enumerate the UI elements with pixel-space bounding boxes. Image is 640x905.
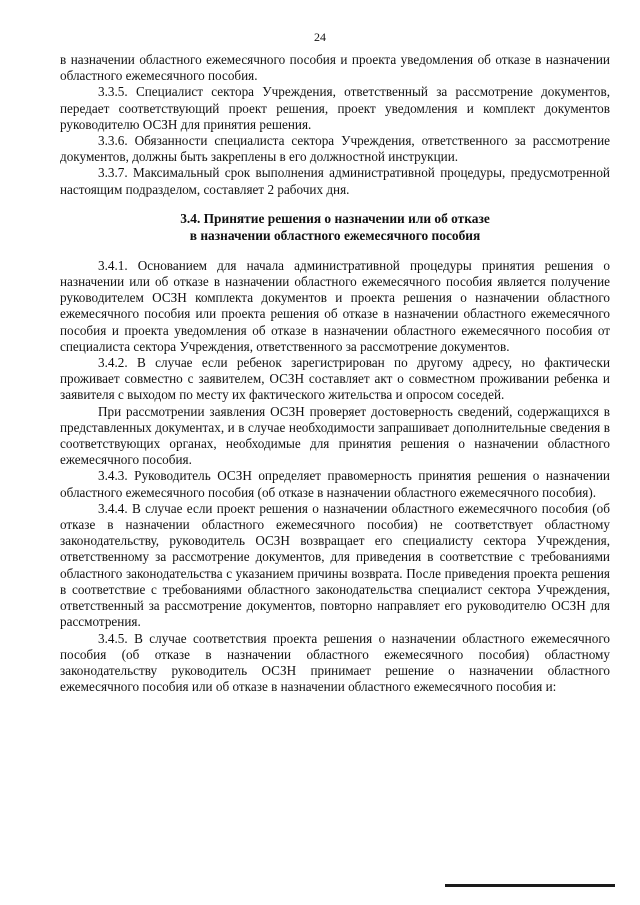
document-body xyxy=(60,52,610,695)
section-heading-3-4 xyxy=(60,210,610,244)
paragraph-3-4-1: 3.4.1. Основанием для начала административной процедуры принятия решения о назначении или об отказе в назначении областного ежемесячного пособия является получение руководителем ОСЗН комплекта документов и проекта решения о назначении областного ежемесячного пособия или проекта решения об отказе в назначении областного ежемесячного пособия и проекта уведомления об отказе в назначении областного ежемесячного пособия от специалиста сектора Учреждения, ответственного за рассмотрение документов. xyxy=(60,257,610,354)
paragraph-3-3-7: 3.3.7. Максимальный срок выполнения административной процедуры, предусмотренной настоящим подразделом, составляет 2 рабочих дня. xyxy=(60,165,610,197)
paragraph-3-3-6: 3.3.6. Обязанности специалиста сектора Учреждения, ответственного за рассмотрение документов, должны быть закреплены в его должностной инструкции. xyxy=(60,133,610,165)
paragraph-3-4-2: 3.4.2. В случае если ребенок зарегистрирован по другому адресу, но фактически проживает совместно с заявителем, ОСЗН составляет акт о совместном проживании ребенка и заявителя с выходом по месту их фактического жительства и опросом соседей. xyxy=(60,355,610,403)
scan-edge-line xyxy=(445,884,615,887)
paragraph-3-3-5: 3.3.5. Специалист сектора Учреждения, ответственный за рассмотрение документов, передает соответствующий проект решения, проект уведомления и комплект документов руководителю ОСЗН для принятия решения. xyxy=(60,84,610,132)
paragraph-continuation: в назначении областного ежемесячного пособия и проекта уведомления об отказе в назначении областного ежемесячного пособия. xyxy=(60,52,610,84)
section-heading-line-2: в назначении областного ежемесячного пособия xyxy=(189,227,481,243)
section-heading-line-1: 3.4. Принятие решения о назначении или об отказе xyxy=(180,210,490,226)
page-number: 24 xyxy=(314,30,326,44)
paragraph-3-4-4: 3.4.4. В случае если проект решения о назначении областного ежемесячного пособия (об отказе в назначении областного ежемесячного пособия) не соответствует областному законодательству, руководитель ОСЗН возвращает его специалисту сектора Учреждения, ответственному за рассмотрение документов, для приведения в соответствие с требованиями областного законодательства с указанием причины возврата. После приведения проекта решения в соответствие с требованиями областного законодательства специалист сектора Учреждения, ответственный за рассмотрение документов, повторно направляет его руководителю ОСЗН для рассмотрения. xyxy=(60,500,610,630)
paragraph-3-4-2-review: При рассмотрении заявления ОСЗН проверяет достоверность сведений, содержащихся в представленных документах, и в случае необходимости запрашивает дополнительные сведения в соответствующих органах, необходимые для принятия решения о назначении областного ежемесячного пособия. xyxy=(60,403,610,468)
paragraph-3-4-5: 3.4.5. В случае соответствия проекта решения о назначении областного ежемесячного пособия (об отказе в назначении областного ежемесячного пособия) областному законодательству руководитель ОСЗН принимает решение о назначении областного ежемесячного пособия или об отказе в назначении областного ежемесячного пособия и: xyxy=(60,630,610,695)
paragraph-3-4-3: 3.4.3. Руководитель ОСЗН определяет правомерность принятия решения о назначении областного ежемесячного пособия (об отказе в назначении областного ежемесячного пособия). xyxy=(60,468,610,500)
